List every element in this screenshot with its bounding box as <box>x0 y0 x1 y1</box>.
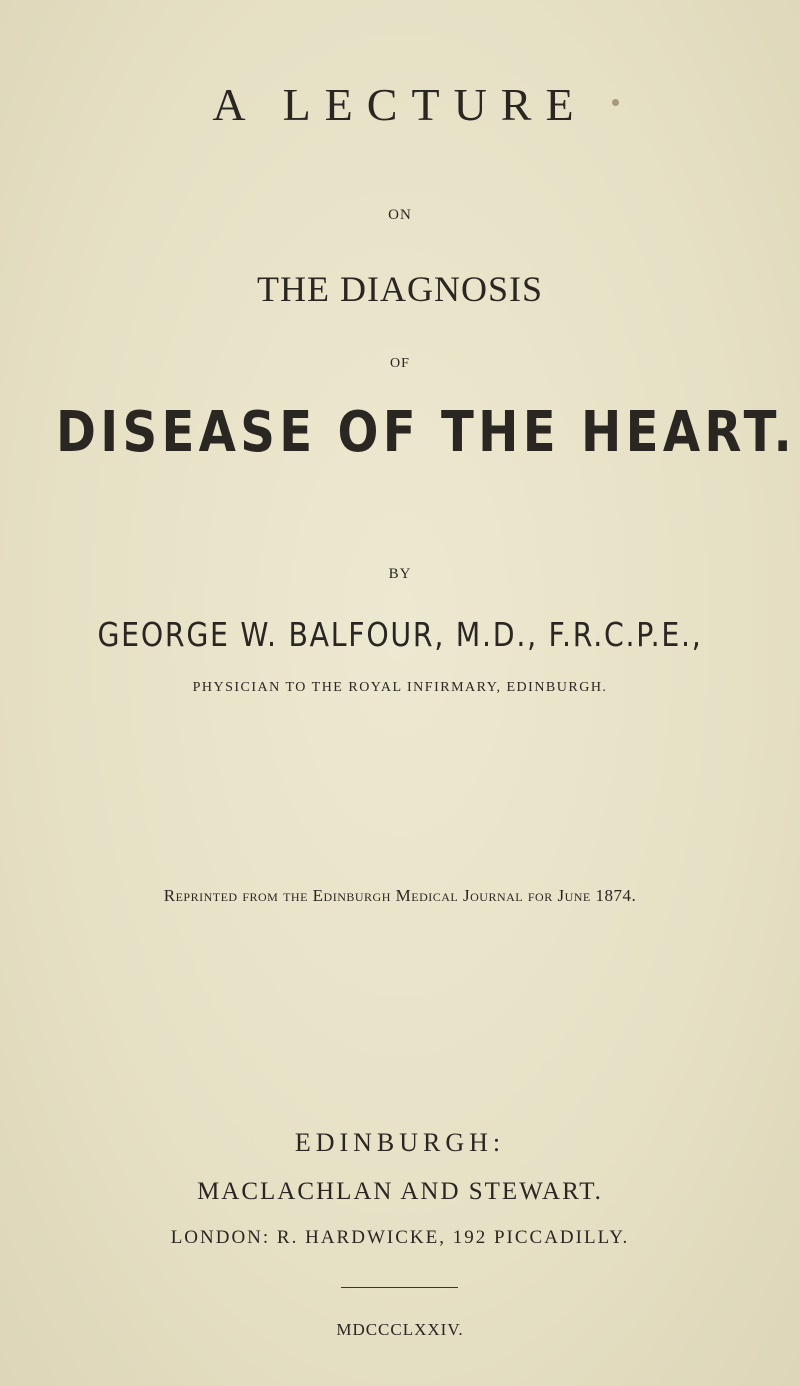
imprint-london: LONDON: R. HARDWICKE, 192 PICCADILLY. <box>170 1227 630 1248</box>
imprint-date: MDCCCLXXIV. <box>336 1320 464 1339</box>
on-word: ON <box>388 207 412 223</box>
imprint-city: EDINBURGH: <box>294 1128 506 1157</box>
lecture-heading: A LECTURE <box>212 79 588 130</box>
ink-speck <box>612 99 619 106</box>
subject-line-1: THE DIAGNOSIS <box>257 269 543 309</box>
of-word: OF <box>390 356 410 371</box>
imprint-publisher: MACLACHLAN AND STEWART. <box>197 1178 603 1205</box>
author-name: GEORGE W. BALFOUR, M.D., F.R.C.P.E., <box>97 615 703 654</box>
by-word: BY <box>388 566 412 582</box>
subject-line-2: DISEASE OF THE HEART. <box>56 400 797 465</box>
reprint-note: Reprinted from the Edinburgh Medical Journal for June 1874. <box>163 886 637 905</box>
author-position: PHYSICIAN TO THE ROYAL INFIRMARY, EDINBURGH. <box>192 680 608 695</box>
imprint-divider <box>341 1287 458 1288</box>
